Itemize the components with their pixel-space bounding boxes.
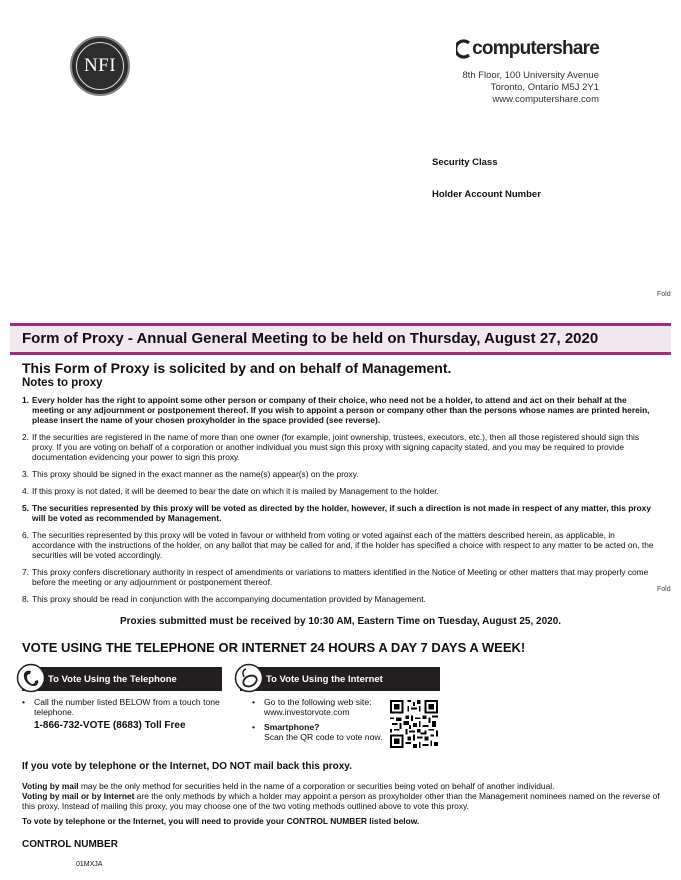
fold-mark: Fold <box>657 586 671 593</box>
brand-name: computershare <box>472 38 599 59</box>
note-item: 7. This proxy confers discretionary authority in respect of amendments or variations to matters identified in the Notice of Meeting or other matters that may properly come before the meeting or any adjournment or postponement thereof. <box>22 567 649 587</box>
mouse-icon <box>234 663 264 693</box>
investorvote-link[interactable]: www.investorvote.com <box>264 707 350 717</box>
internet-instruction: • Go to the following web site: www.investorvote.com <box>252 697 372 717</box>
proxy-deadline: Proxies submitted must be received by 10:30 AM, Eastern Time on Tuesday, August 25, 2020. <box>119 616 562 627</box>
control-number-instruction: To vote by telephone or the Internet, you will need to provide your CONTROL NUMBER listed below. <box>22 816 420 826</box>
telephone-number: 1-866-732-VOTE (8683) Toll Free <box>34 720 186 731</box>
control-number-heading: CONTROL NUMBER <box>22 839 118 850</box>
mail-voting-paragraph: Voting by mail may be the only method for securities held in the name of a corporation or securities being voted on behalf of another individual. Voting by mail or by Internet are the only methods by which a holder may appoint a person as proxyholder other than the Management nominees named on the reverse of this proxy. Instead of mailing this proxy, you may choose one of the two voting methods outlined above to vote this proxy. <box>22 781 660 811</box>
nfi-logo-text: NFI <box>76 42 124 90</box>
control-code: 01MXJA <box>76 861 103 868</box>
no-mail-warning: If you vote by telephone or the Internet, DO NOT mail back this proxy. <box>22 761 352 772</box>
company-website: www.computershare.com <box>492 94 599 105</box>
company-address <box>462 70 599 106</box>
internet-vote-title: To Vote Using the Internet <box>266 673 383 685</box>
notes-heading: Notes to proxy <box>22 377 103 389</box>
fold-mark: Fold <box>657 291 671 298</box>
qr-code[interactable] <box>390 700 438 748</box>
note-item: 1. Every holder has the right to appoint some other person or company of their choice, who need not be a holder, to attend and act on their behalf at the meeting or any adjournment or postponement thereof. If you wish to appoint a person or company other than the persons whose names are printed herein, please insert the name of your chosen proxyholder in the space provided (see reverse). <box>22 395 650 425</box>
internet-vote-header <box>240 667 440 691</box>
computershare-logo <box>456 38 599 60</box>
holder-account-label: Holder Account Number <box>432 189 541 200</box>
security-class-label: Security Class <box>432 157 498 168</box>
computershare-mark-icon <box>456 39 471 59</box>
telephone-icon <box>16 663 46 693</box>
nfi-logo <box>70 36 130 96</box>
note-item: 3. This proxy should be signed in the exact manner as the name(s) appear(s) on the proxy. <box>22 469 359 479</box>
note-item: 6. The securities represented by this proxy will be voted in favour or withheld from voting or voted against each of the matters described herein, as applicable, in accordance with the instructions of the holder, on any ballot that may be called for and, if the holder has specified a choice with respect to any matter to be acted on, the securities will be voted accordingly. <box>22 530 654 560</box>
note-item: 4. If this proxy is not dated, it will be deemed to bear the date on which it is mailed by Management to the holder. <box>22 486 439 496</box>
solicitation-statement: This Form of Proxy is solicited by and on behalf of Management. <box>22 360 452 376</box>
note-item: 2. If the securities are registered in the name of more than one owner (for example, joint ownership, trustees, executors, etc.), then all those registered should sign this proxy. If you are voting on behalf of a corporation or another individual you must sign this proxy with signing capacity stated, and you may be required to provide documentation evidencing your power to sign this proxy. <box>22 432 640 462</box>
note-item: 8. This proxy should be read in conjunction with the accompanying documentation provided by Management. <box>22 594 426 604</box>
notes-list <box>22 395 660 611</box>
smartphone-instruction: • Smartphone? Scan the QR code to vote now. <box>252 722 383 742</box>
telephone-vote-header <box>22 667 222 691</box>
note-item: 5. The securities represented by this proxy will be voted as directed by the holder, however, if such a direction is not made in respect of any matter, this proxy will be voted as recommended by Management. <box>22 503 651 523</box>
form-title: Form of Proxy - Annual General Meeting to be held on Thursday, August 27, 2020 <box>22 330 599 347</box>
vote-heading: VOTE USING THE TELEPHONE OR INTERNET 24 HOURS A DAY 7 DAYS A WEEK! <box>22 640 526 655</box>
address-line-1: 8th Floor, 100 University Avenue <box>462 70 599 81</box>
telephone-vote-title: To Vote Using the Telephone <box>48 673 177 685</box>
address-line-2: Toronto, Ontario M5J 2Y1 <box>490 82 599 93</box>
telephone-instruction: • Call the number listed BELOW from a touch tone telephone. <box>22 697 220 717</box>
